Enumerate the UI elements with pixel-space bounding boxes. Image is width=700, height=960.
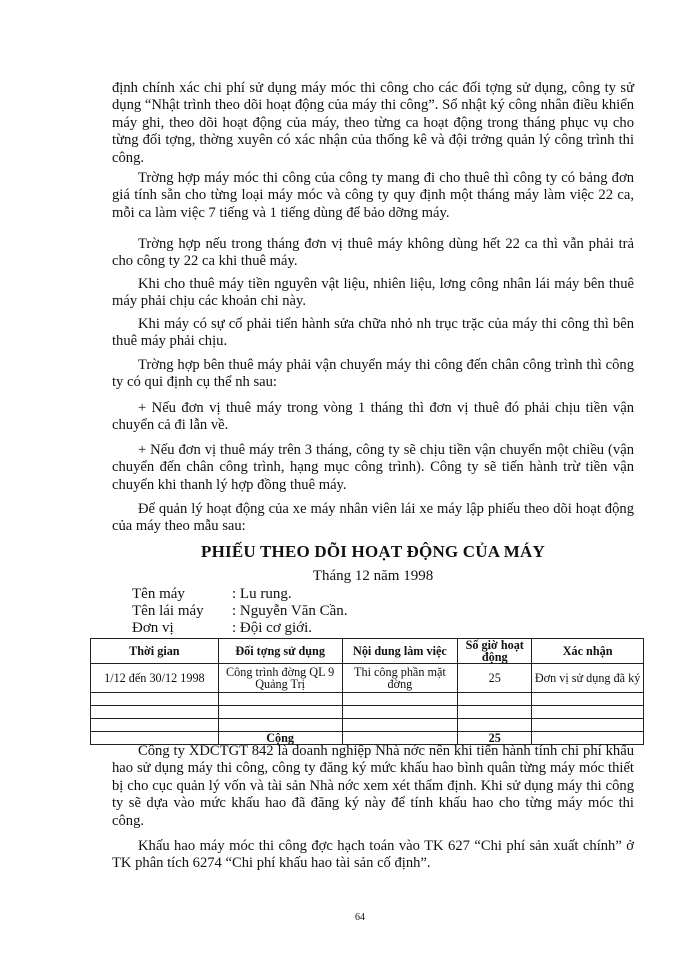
cell-time: 1/12 đến 30/12 1998 [91, 664, 219, 693]
field-label: Tên máy [132, 586, 185, 602]
operator-name-field [132, 603, 348, 621]
field-value: : Đội cơ giới. [232, 620, 313, 636]
unit-field [132, 620, 312, 638]
table-empty-row [91, 706, 644, 719]
paragraph-5: Khi máy có sự cố phải tiến hành sửa chữa nhỏ nh trục trặc của máy thi công thì bên thuê máy phải chịu. [112, 316, 634, 350]
paragraph-2: Trờng hợp máy móc thi công của công ty mang đi cho thuê thì công ty có bảng đơn giá tính sẵn cho từng loại máy móc và công ty quy định một tháng máy làm việc 22 ca, mỗi ca làm việc 7 tiếng và 1 tiếng dùng để bảo dỡng máy. [112, 170, 634, 221]
machine-log-table [90, 638, 644, 745]
cell-confirm: Đơn vị sử dụng đã ký [532, 664, 644, 693]
paragraph-3: Trờng hợp nếu trong tháng đơn vị thuê máy không dùng hết 22 ca thì vẫn phải trả cho công ty 22 ca khi thuê máy. [112, 236, 634, 270]
table-row [91, 664, 644, 693]
form-title: PHIẾU THEO DÕI HOẠT ĐỘNG CỦA MÁY [201, 542, 545, 561]
paragraph-10: Công ty XDCTGT 842 là doanh nghiệp Nhà nớc nên khi tiến hành tính chi phí khấu hao sử dụng máy thi công, công ty đăng ký mức khấu hao bình quân từng máy móc thiết bị cho cục quản lý vốn và tài sản Nhà nớc xem xét thẩm định. Khi sử dụng máy thi công ty sẽ dựa vào mức khấu hao đã đăng ký này để tính khấu hao cho từng máy móc thi công. [112, 743, 634, 829]
paragraph-6: Trờng hợp bên thuê máy phải vận chuyển máy thi công đến chân công trình thì công ty có qui định cụ thể nh sau: [112, 357, 634, 391]
table-header-row [91, 639, 644, 664]
paragraph-11: Khấu hao máy móc thi công đợc hạch toán vào TK 627 “Chi phí sản xuất chính” ở TK phân tích 6274 “Chi phí khấu hao tài sản cố định”. [112, 838, 634, 872]
cell-user: Công trình đờng QL 9 Quảng Trị [218, 664, 342, 693]
form-subtitle: Tháng 12 năm 1998 [312, 568, 434, 584]
header-confirm: Xác nhận [532, 639, 644, 664]
page-number: 64 [355, 912, 365, 923]
field-label: Đơn vị [132, 620, 174, 636]
cell-work: Thi công phần mặt đờng [342, 664, 458, 693]
machine-name-field [132, 586, 292, 604]
header-time: Thời gian [91, 639, 219, 664]
paragraph-1: định chính xác chi phí sử dụng máy móc thi công cho các đối tợng sử dụng, công ty sử dụng “Nhật trình theo dõi hoạt động của máy thi công”. Sổ nhật ký công nhân điều khiển máy ghi, theo dõi hoạt động của máy, theo từng ca hoạt động trong tháng phục vụ cho từng đối tợng, thờng xuyên có xác nhận của thống kê và đội trởng quản lý công trình thi công. [112, 80, 634, 166]
header-work: Nội dung làm việc [342, 639, 458, 664]
header-user: Đối tợng sử dụng [218, 639, 342, 664]
paragraph-4: Khi cho thuê máy tiền nguyên vật liệu, nhiên liệu, lơng công nhân lái máy bên thuê máy phải chịu các khoản chi này. [112, 276, 634, 310]
table-empty-row [91, 693, 644, 706]
paragraph-7: + Nếu đơn vị thuê máy trong vòng 1 tháng thì đơn vị thuê đó phải chịu tiền vận chuyển cả đi lẫn về. [112, 400, 634, 434]
table-empty-row [91, 719, 644, 732]
paragraph-8: + Nếu đơn vị thuê máy trên 3 tháng, công ty sẽ chịu tiền vận chuyển một chiều (vận chuyển đến chân công trình, hạng mục công trình). Công ty sẽ tiến hành trừ tiền vận chuyển khi thanh lý hợp đồng thuê máy. [112, 442, 634, 493]
total-label: Cộng [218, 732, 342, 745]
field-label: Tên lái máy [132, 603, 204, 619]
paragraph-9: Để quản lý hoạt động của xe máy nhân viên lái xe máy lập phiếu theo dõi hoạt động của máy theo mẫu sau: [112, 501, 634, 535]
field-value: : Nguyễn Văn Cần. [232, 603, 348, 619]
field-value: : Lu rung. [232, 586, 292, 602]
total-hours: 25 [458, 732, 532, 745]
header-hours: Số giờ hoạt động [458, 639, 532, 664]
cell-hours: 25 [458, 664, 532, 693]
